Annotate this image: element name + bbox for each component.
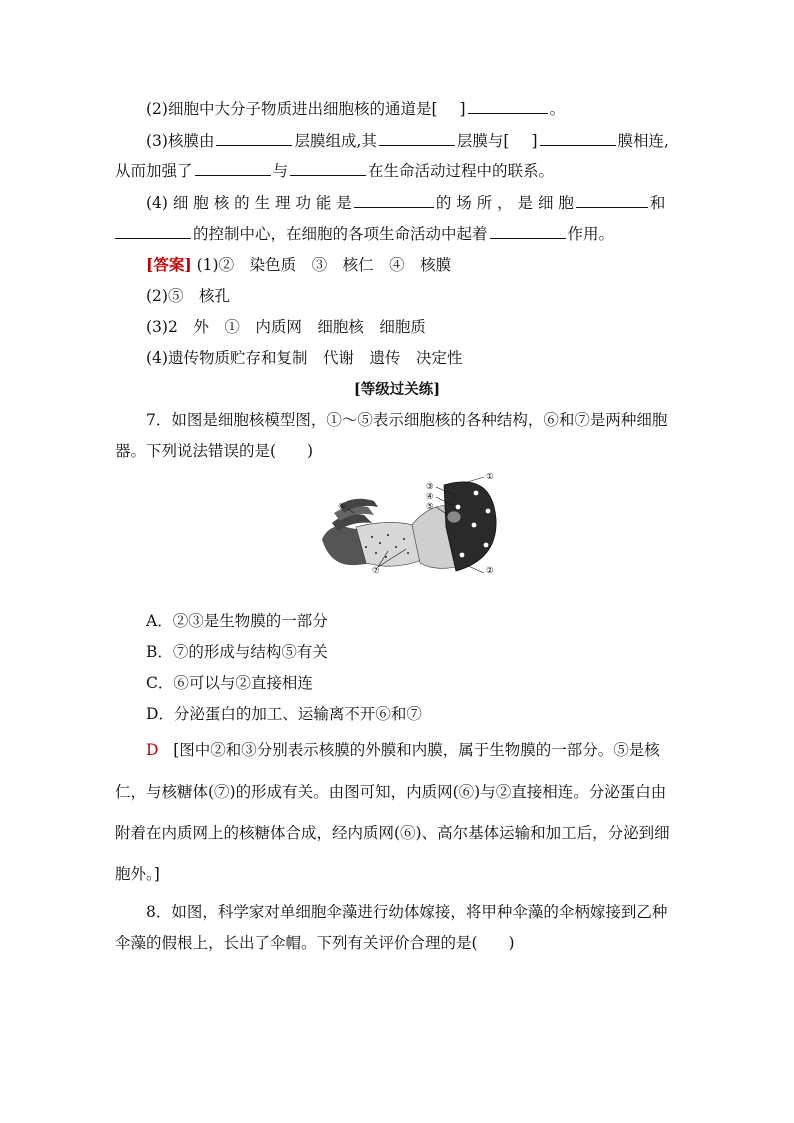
figure-label: ④ — [426, 492, 434, 502]
option-b: B．⑦的形成与结构⑤有关 — [146, 643, 328, 661]
blank — [468, 99, 548, 114]
q6-part3-line2: 从而加强了 与 在生命活动过程中的联系。 — [115, 162, 555, 180]
blank — [576, 193, 648, 208]
q8-stem-line1: 8．如图，科学家对单细胞伞藻进行幼体嫁接，将甲种伞藻的伞柄嫁接到乙种 — [146, 903, 668, 921]
figure-label: ③ — [426, 482, 434, 492]
q7-stem-line2: 器。下列说法错误的是( ) — [115, 442, 314, 460]
blank — [216, 131, 292, 146]
figure-label: ① — [486, 472, 494, 482]
answer-tag: [答案] — [146, 255, 192, 274]
section-heading: [等级过关练] — [353, 381, 441, 398]
blank — [354, 193, 434, 208]
figure-label: ⑦ — [372, 566, 380, 575]
nucleolus — [447, 511, 461, 523]
figure-label: ⑥ — [338, 502, 346, 512]
blank — [115, 224, 191, 239]
q6-part2: (2)细胞中大分子物质进出细胞核的通道是[ ] 。 — [146, 100, 566, 118]
blank — [195, 161, 271, 176]
explanation-line3: 附着在内质网上的核糖体合成，经内质网(⑥)、高尔基体运输和加工后，分泌到细 — [115, 824, 670, 842]
blank — [490, 224, 566, 239]
q8-stem-line2: 伞藻的假根上，长出了伞帽。下列有关评价合理的是( ) — [115, 934, 515, 952]
q6-part4-line2: 的控制中心，在细胞的各项生命活动中起着 作用。 — [115, 224, 614, 244]
answer-line3: (3)2 外 ① 内质网 细胞核 细胞质 — [146, 318, 426, 336]
blank — [540, 131, 616, 146]
q6-part4-line1: (4) 细 胞 核 的 生 理 功 能 是 的 场 所 ， 是 细 胞 和 — [146, 194, 666, 212]
nucleus-model-figure — [316, 467, 512, 575]
blank — [379, 131, 455, 146]
q6-part3-line1: (3)核膜由 层膜组成,其 层膜与[ ] 膜相连, — [146, 132, 669, 150]
explanation-line4: 胞外。] — [115, 865, 160, 883]
answer-line1: [答案] (1)② 染色质 ③ 核仁 ④ 核膜 — [146, 255, 452, 274]
q7-stem-line1: 7．如图是细胞核模型图，①～⑤表示细胞核的各种结构，⑥和⑦是两种细胞 — [146, 411, 668, 429]
option-d: D．分泌蛋白的加工、运输离不开⑥和⑦ — [146, 705, 422, 723]
answer-line4: (4)遗传物质贮存和复制 代谢 遗传 决定性 — [146, 349, 463, 367]
explanation-line2: 仁，与核糖体(⑦)的形成有关。由图可知，内质网(⑥)与②直接相连。分泌蛋白由 — [115, 783, 667, 801]
option-a: A．②③是生物膜的一部分 — [146, 612, 328, 630]
answer-line2: (2)⑤ 核孔 — [146, 287, 230, 305]
blank — [290, 161, 366, 176]
explanation-line1: D [图中②和③分别表示核膜的外膜和内膜，属于生物膜的一部分。⑤是核 — [146, 741, 660, 759]
figure-label: ⑤ — [426, 502, 434, 512]
answer-letter: D — [146, 741, 159, 759]
figure-label: ② — [486, 566, 494, 575]
option-c: C．⑥可以与②直接相连 — [146, 674, 313, 692]
